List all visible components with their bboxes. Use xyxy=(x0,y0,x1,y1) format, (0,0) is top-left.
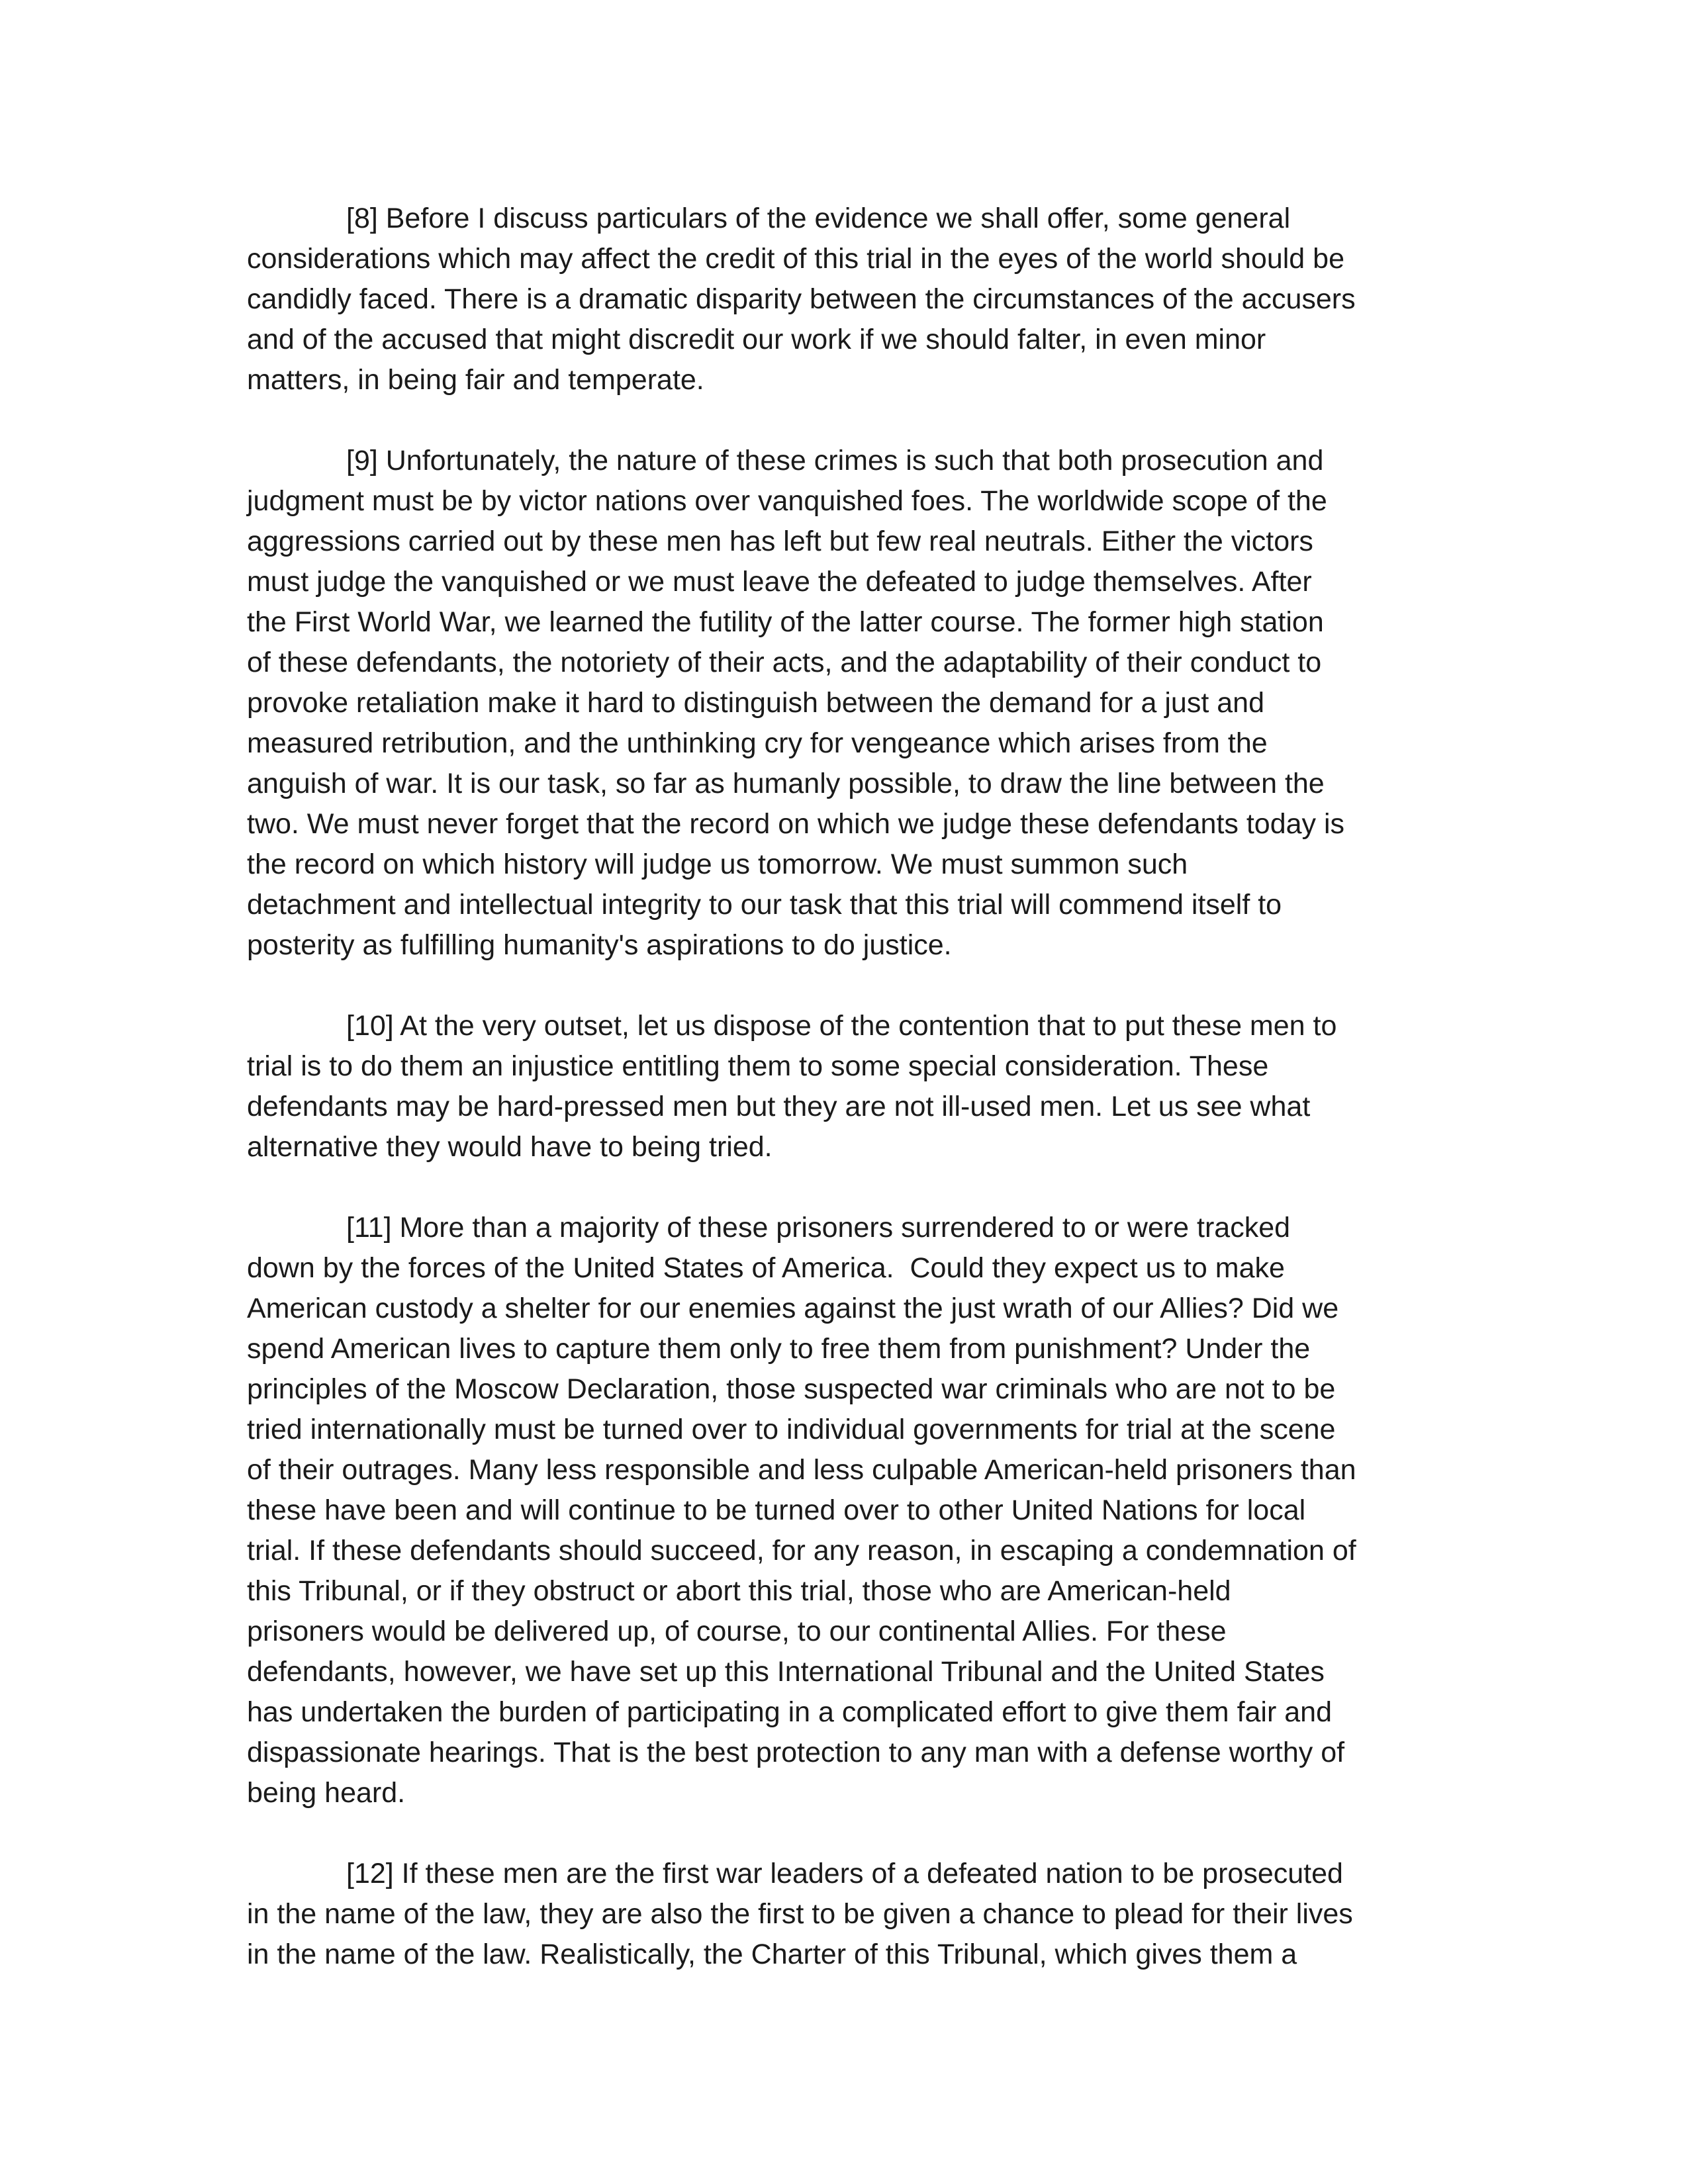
paragraph-line: spend American lives to capture them only to free them from punishment? Under the xyxy=(247,1333,1311,1365)
paragraph-line: matters, in being fair and temperate. xyxy=(247,364,704,396)
paragraph-line: two. We must never forget that the record on which we judge these defendants today is xyxy=(247,808,1345,840)
paragraph-line: dispassionate hearings. That is the best protection to any man with a defense worthy of xyxy=(247,1737,1345,1768)
paragraph-line: prisoners would be delivered up, of course, to our continental Allies. For these xyxy=(247,1615,1227,1647)
paragraph-line: has undertaken the burden of participating in a complicated effort to give them fair and xyxy=(247,1696,1332,1728)
paragraph-line: [11] More than a majority of these prisoners surrendered to or were tracked xyxy=(346,1212,1291,1244)
paragraph-line: anguish of war. It is our task, so far as humanly possible, to draw the line between the xyxy=(247,768,1325,799)
paragraph-line: principles of the Moscow Declaration, those suspected war criminals who are not to be xyxy=(247,1373,1336,1405)
paragraph-line: defendants may be hard-pressed men but they are not ill-used men. Let us see what xyxy=(247,1091,1311,1122)
paragraph-12 xyxy=(247,1854,1445,1975)
paragraph-line: these have been and will continue to be turned over to other United Nations for local xyxy=(247,1494,1306,1526)
paragraph-line: posterity as fulfilling humanity's aspirations to do justice. xyxy=(247,929,952,961)
paragraph-line: judgment must be by victor nations over vanquished foes. The worldwide scope of the xyxy=(247,485,1327,517)
paragraph-line: this Tribunal, or if they obstruct or abort this trial, those who are American-held xyxy=(247,1575,1231,1607)
paragraph-line: trial. If these defendants should succeed, for any reason, in escaping a condemnation of xyxy=(247,1535,1356,1567)
paragraph-line: measured retribution, and the unthinking cry for vengeance which arises from the xyxy=(247,727,1268,759)
paragraph-line: aggressions carried out by these men has left but few real neutrals. Either the victors xyxy=(247,525,1313,557)
document-body xyxy=(247,199,1445,2015)
paragraph-line: and of the accused that might discredit our work if we should falter, in even minor xyxy=(247,324,1266,355)
paragraph-line: the First World War, we learned the futility of the latter course. The former high station xyxy=(247,606,1324,638)
paragraph-8 xyxy=(247,199,1445,400)
paragraph-line: being heard. xyxy=(247,1777,406,1809)
paragraph-line: defendants, however, we have set up this International Tribunal and the United States xyxy=(247,1656,1325,1688)
paragraph-line: [8] Before I discuss particulars of the evidence we shall offer, some general xyxy=(346,203,1291,234)
paragraph-line: [10] At the very outset, let us dispose of the contention that to put these men to xyxy=(346,1010,1337,1042)
paragraph-line: down by the forces of the United States of America. Could they expect us to make xyxy=(247,1252,1285,1284)
paragraph-line: considerations which may affect the credit of this trial in the eyes of the world should be xyxy=(247,243,1344,275)
paragraph-line: the record on which history will judge us tomorrow. We must summon such xyxy=(247,848,1188,880)
paragraph-11 xyxy=(247,1208,1445,1813)
paragraph-line: in the name of the law. Realistically, the Charter of this Tribunal, which gives them a xyxy=(247,1938,1297,1970)
paragraph-line: provoke retaliation make it hard to distinguish between the demand for a just and xyxy=(247,687,1264,719)
paragraph-line: candidly faced. There is a dramatic disparity between the circumstances of the accusers xyxy=(247,283,1356,315)
paragraph-line: [9] Unfortunately, the nature of these crimes is such that both prosecution and xyxy=(346,445,1324,477)
paragraph-line: of these defendants, the notoriety of their acts, and the adaptability of their conduct to xyxy=(247,647,1322,678)
paragraph-9 xyxy=(247,441,1445,966)
paragraph-line: detachment and intellectual integrity to our task that this trial will commend itself to xyxy=(247,889,1282,921)
paragraph-10 xyxy=(247,1006,1445,1167)
paragraph-line: tried internationally must be turned over to individual governments for trial at the scene xyxy=(247,1414,1336,1445)
paragraph-line: in the name of the law, they are also the first to be given a chance to plead for their lives xyxy=(247,1898,1353,1930)
paragraph-line: trial is to do them an injustice entitling them to some special consideration. These xyxy=(247,1050,1269,1082)
paragraph-line: alternative they would have to being tried. xyxy=(247,1131,773,1163)
paragraph-line: American custody a shelter for our enemies against the just wrath of our Allies? Did we xyxy=(247,1293,1339,1324)
paragraph-line: of their outrages. Many less responsible and less culpable American-held prisoners than xyxy=(247,1454,1356,1486)
paragraph-line: [12] If these men are the first war leaders of a defeated nation to be prosecuted xyxy=(346,1858,1343,1889)
paragraph-line: must judge the vanquished or we must leave the defeated to judge themselves. After xyxy=(247,566,1312,598)
